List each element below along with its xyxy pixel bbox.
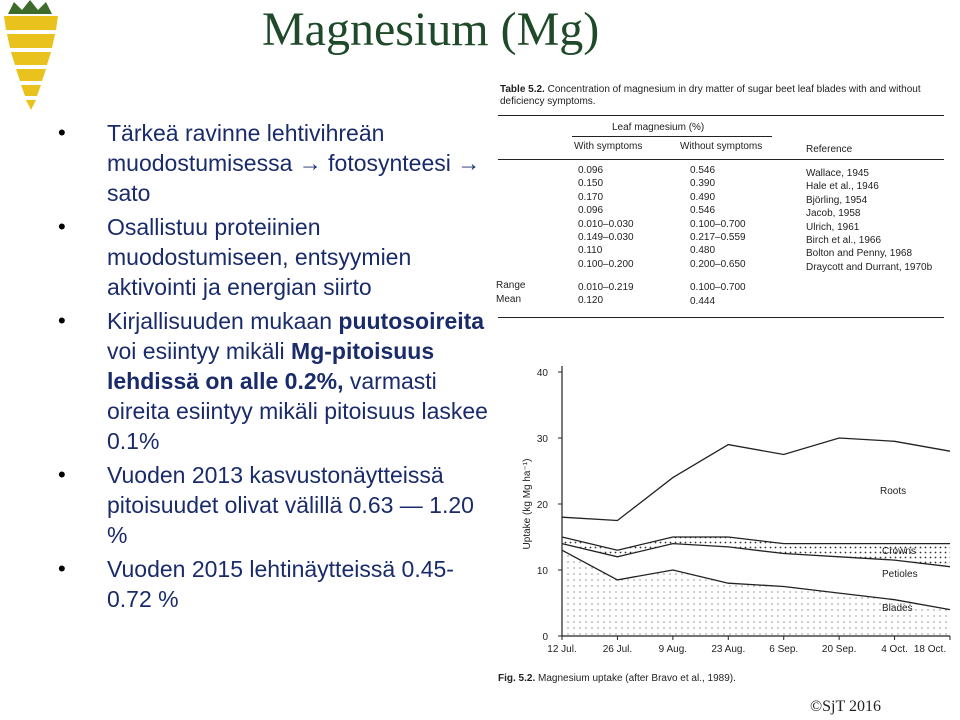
x-tick-label: 20 Sep. <box>821 644 857 655</box>
table-header-with: With symptoms <box>574 141 643 152</box>
series-label-crowns: Crowns <box>882 546 916 557</box>
bullet-text-bold: puutosoireita <box>338 308 485 334</box>
table-cell-without: 0.200–0.650 <box>690 258 746 270</box>
y-tick-label: 40 <box>536 368 548 379</box>
y-axis-label: Uptake (kg Mg ha⁻¹) <box>522 458 533 550</box>
table-cell-reference: Draycott and Durrant, 1970b <box>806 261 933 273</box>
page-title: Magnesium (Mg) <box>262 3 600 56</box>
table-range-label: Range <box>496 280 526 291</box>
table-cell-without: 0.100–0.700 <box>690 218 746 230</box>
bullet-dot: • <box>58 214 66 239</box>
table-cell-with: 0.150 <box>578 178 604 190</box>
table-cell-with: 0.096 <box>578 165 604 176</box>
table-caption-label: Table 5.2. <box>500 84 545 95</box>
series-label-petioles: Petioles <box>882 569 918 580</box>
table-rule-header <box>498 159 944 160</box>
table-group-header: Leaf magnesium (%) <box>612 122 705 133</box>
x-tick-label: 9 Aug. <box>658 644 688 655</box>
bullet-item <box>58 554 488 614</box>
figure-panel <box>494 78 960 690</box>
table-cell-reference: Björling, 1954 <box>806 194 868 206</box>
bullet-text-bold: Mg-pitoisuus lehdissä on alle 0.2%, <box>107 338 435 394</box>
table-rule-group <box>572 136 772 137</box>
table-header-reference: Reference <box>806 144 853 155</box>
bullet-item <box>58 118 488 208</box>
series-label-blades: Blades <box>882 603 913 614</box>
x-tick-label: 26 Jul. <box>602 644 633 655</box>
table-cell-reference: Jacob, 1958 <box>806 208 861 220</box>
bullet-text-mid: voi esiintyy mikäli <box>107 338 292 364</box>
table-cell-without: 0.490 <box>690 191 716 203</box>
table-cell-with: 0.100–0.200 <box>578 258 634 270</box>
bullet-dot: • <box>58 308 66 333</box>
table-cell-without: 0.546 <box>690 205 716 217</box>
x-tick-label: 18 Oct. <box>913 644 947 655</box>
table-cell-without: 0.390 <box>690 178 716 190</box>
bullet-text: Vuoden 2015 lehtinäytteissä 0.45-0.72 % <box>107 556 454 612</box>
bullet-list <box>58 118 488 618</box>
bullet-item <box>58 306 488 456</box>
table-range-with: 0.010–0.219 <box>578 282 634 293</box>
table-cell-reference: Birch et al., 1966 <box>806 235 882 246</box>
table-caption <box>500 84 940 108</box>
table-cell-with: 0.110 <box>578 245 603 257</box>
bullet-dot: • <box>58 556 66 581</box>
table-mean-without: 0.444 <box>690 296 716 307</box>
bullet-text-post: varmasti oireita esiintyy mikäli pitoisuus laskee 0.1% <box>107 368 488 454</box>
chart-fig-caption-text: Magnesium uptake (after Bravo et al., 1989). <box>535 673 736 684</box>
table-range-without: 0.100–0.700 <box>690 282 746 293</box>
table-cell-with: 0.149–0.030 <box>578 232 634 243</box>
table-cell-reference: Hale et al., 1946 <box>806 181 879 193</box>
bullet-dot: • <box>58 120 66 145</box>
x-tick-label: 23 Aug. <box>711 644 746 655</box>
bullet-text-pre: Kirjallisuuden mukaan <box>107 308 339 334</box>
table-caption-text: Concentration of magnesium in dry matter of sugar beet leaf blades with and without deficiency symptoms. <box>500 84 921 107</box>
table-cell-without: 0.217–0.559 <box>690 232 746 243</box>
table-cell-without: 0.480 <box>690 245 716 257</box>
table-mean-label: Mean <box>496 294 522 305</box>
chart-fig-caption-label: Fig. 5.2. <box>498 673 536 684</box>
table-cell-reference: Ulrich, 1961 <box>806 221 860 233</box>
copyright-text: ©SjT 2016 <box>810 698 881 715</box>
y-tick-label: 10 <box>536 566 548 577</box>
bullet-item <box>58 460 488 550</box>
table-cell-reference: Bolton and Penny, 1968 <box>806 248 913 260</box>
sugar-beet-logo <box>0 0 62 115</box>
table-rule-bottom <box>498 317 944 318</box>
uptake-chart <box>494 356 960 690</box>
table-rule-top <box>498 115 944 116</box>
x-tick-label: 6 Sep. <box>769 644 799 655</box>
table-header-without: Without symptoms <box>680 141 763 152</box>
chart-fig-caption <box>498 673 736 684</box>
table-cell-without: 0.546 <box>690 165 716 176</box>
table-mean-with: 0.120 <box>578 295 604 306</box>
y-tick-label: 20 <box>536 500 548 511</box>
bullet-dot: • <box>58 462 66 487</box>
y-tick-label: 30 <box>536 434 548 445</box>
series-label-roots: Roots <box>880 486 907 497</box>
y-tick-label: 0 <box>542 632 548 643</box>
table-cell-with: 0.010–0.030 <box>578 218 634 230</box>
bullet-text: Osallistuu proteiinien muodostumiseen, entsyymien aktivointi ja energian siirto <box>107 214 412 300</box>
x-tick-label: 4 Oct. <box>881 644 908 655</box>
bullet-item <box>58 212 488 302</box>
table-cell-with: 0.096 <box>578 205 604 217</box>
table-cell-with: 0.170 <box>578 191 604 203</box>
table-cell-reference: Wallace, 1945 <box>806 168 869 179</box>
x-tick-label: 12 Jul. <box>547 644 577 655</box>
bullet-text: Tärkeä ravinne lehtivihreän muodostumisessa → fotosynteesi → sato <box>107 120 481 206</box>
bullet-text: Vuoden 2013 kasvustonäytteissä pitoisuudet olivat välillä 0.63 — 1.20 % <box>107 462 474 548</box>
